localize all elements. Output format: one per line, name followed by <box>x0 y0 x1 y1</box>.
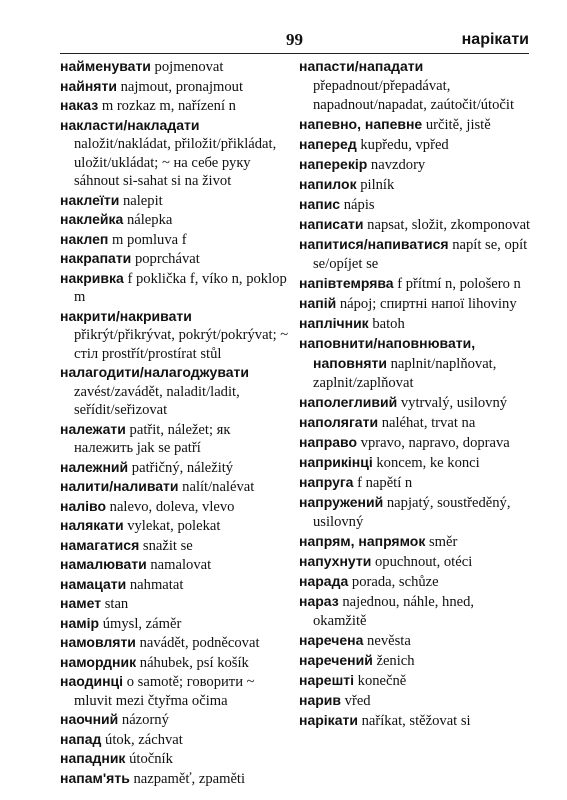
translation: zavést/zavádět, naladit/ladit, seřídit/seřizovat <box>74 383 240 418</box>
translation: navzdory <box>367 157 426 173</box>
translation: nalít/nalévat <box>178 479 255 495</box>
headword: напружений <box>299 494 384 510</box>
headword: нарив <box>299 692 342 708</box>
dictionary-entry <box>299 691 531 711</box>
dictionary-entry <box>299 651 531 671</box>
headword: намагатися <box>60 536 140 553</box>
dictionary-entry <box>299 453 531 473</box>
dictionary-entry <box>299 294 531 314</box>
translation: útočník <box>125 751 173 767</box>
dictionary-entry <box>299 592 531 631</box>
headword: нарада <box>299 573 349 589</box>
dictionary-entry <box>299 115 531 135</box>
translation: nápis <box>340 197 375 213</box>
translation: nalevo, doleva, vlevo <box>106 498 235 515</box>
translation: konečně <box>354 673 407 689</box>
dictionary-entry <box>60 730 292 750</box>
headword: напруга <box>299 474 354 490</box>
headword: намет <box>60 595 102 611</box>
headword: налякати <box>60 517 124 533</box>
headword: наперед <box>299 136 357 152</box>
headword: наочний <box>60 711 119 727</box>
headword: накривка <box>60 269 124 286</box>
headword: належний <box>60 458 129 475</box>
dictionary-entry <box>60 672 292 710</box>
translation: nálepka <box>123 212 173 228</box>
translation: náhubek, psí košík <box>136 654 249 671</box>
translation: naložit/nakládat, přiložit/přikládat, uložit/ukládat; ~ на себе руку sáhnout si-sahat si na život <box>74 136 277 189</box>
headword: наказ <box>60 97 99 113</box>
translation: pilník <box>356 177 395 193</box>
dictionary-entry <box>60 116 292 191</box>
dictionary-entry <box>60 614 292 634</box>
translation: úmysl, záměr <box>99 615 182 632</box>
translation: určitě, jistě <box>422 117 491 133</box>
headword: намордник <box>60 653 137 670</box>
headword: напад <box>60 730 102 747</box>
dictionary-entry <box>60 307 292 364</box>
headword: намацати <box>60 575 127 592</box>
translation: vřed <box>341 693 371 709</box>
translation: poprchávat <box>131 251 200 267</box>
headword: напій <box>299 295 337 311</box>
page-header <box>60 28 529 54</box>
translation: snažit se <box>139 537 193 554</box>
dictionary-entry <box>299 175 531 195</box>
dictionary-entry <box>299 711 531 731</box>
translation: nevěsta <box>363 633 411 649</box>
headword: налагодити/налагоджувати <box>60 364 249 380</box>
translation: opuchnout, otéci <box>371 554 473 570</box>
headword: наклеїти <box>60 191 120 208</box>
translation: m pomluva f <box>108 231 187 248</box>
translation: stan <box>101 596 129 612</box>
translation: porada, schůze <box>348 574 439 590</box>
dictionary-entry <box>299 195 531 215</box>
translation: nazpaměť, zpaměti <box>129 770 246 787</box>
dictionary-entry <box>60 249 292 269</box>
headword: наповнити/наповнювати, наповняти <box>299 335 476 371</box>
headword: наречена <box>299 632 364 648</box>
translation: najmout, pronajmout <box>116 78 243 95</box>
translation: namalovat <box>146 557 212 573</box>
dictionary-entry <box>60 77 292 97</box>
headword: напрям, напрямок <box>299 533 426 549</box>
headword: наречений <box>299 652 373 668</box>
dictionary-entry <box>60 57 292 77</box>
dictionary-entry <box>60 594 292 614</box>
translation: napsat, složit, zkomponovat <box>363 217 531 233</box>
dictionary-entry <box>60 653 292 673</box>
headword: накрапати <box>60 250 132 266</box>
translation: patřičný, náležitý <box>128 459 234 476</box>
headword: направо <box>299 434 358 450</box>
dictionary-entry <box>60 191 292 211</box>
translation: kupředu, vpřed <box>356 137 449 153</box>
translation: přikrýt/přikrývat, pokrýt/pokrývat; ~ стіл prostřít/prostírat stůl <box>74 327 289 362</box>
headword: накрити/накривати <box>60 307 192 324</box>
headword: намір <box>60 614 100 631</box>
headword: наперекір <box>299 156 368 172</box>
headword: нарешті <box>299 672 354 688</box>
translation: f napětí n <box>353 475 413 491</box>
headword: намалювати <box>60 556 147 572</box>
translation: názorný <box>118 712 169 728</box>
headword: нападник <box>60 750 126 766</box>
dictionary-entry <box>299 572 531 592</box>
dictionary-entry <box>60 749 292 769</box>
dictionary-entry <box>60 96 292 116</box>
headword: належати <box>60 420 126 437</box>
translation: vylekat, polekat <box>123 518 221 534</box>
translation: naléhat, trvat na <box>378 415 476 431</box>
translation: nahmatat <box>126 576 184 593</box>
dictionary-entry <box>299 274 531 294</box>
dictionary-entry <box>299 433 531 453</box>
headword: напитися/напиватися <box>299 236 449 252</box>
translation: najednou, náhle, hned, okamžitě <box>313 594 475 629</box>
translation: útok, záchvat <box>101 731 183 748</box>
dictionary-entry <box>299 631 531 651</box>
translation: nalepit <box>119 192 163 209</box>
dictionary-entry <box>299 393 531 413</box>
dictionary-entry <box>60 420 292 458</box>
translation: ženich <box>372 653 415 669</box>
headword: написати <box>299 216 364 232</box>
translation: napít se, opít se/opíjet se <box>313 237 528 272</box>
dictionary-entry <box>299 314 531 334</box>
dictionary-entry <box>60 363 292 420</box>
dictionary-entry <box>60 458 292 478</box>
dictionary-entry <box>299 552 531 572</box>
dictionary-entry <box>60 497 292 517</box>
dictionary-entry <box>60 769 292 789</box>
translation: o samotě; говорити ~ mluvit mezi čtyřma očima <box>74 674 255 709</box>
dictionary-entry <box>299 413 531 433</box>
translation: vytrvalý, usilovný <box>397 395 508 411</box>
headword: напасти/нападати <box>299 58 424 74</box>
dictionary-entry <box>60 633 292 653</box>
translation: napjatý, soustředěný, usilovný <box>313 495 511 530</box>
dictionary-entry <box>60 710 292 730</box>
right-column <box>299 57 531 731</box>
dictionary-entry <box>60 269 292 307</box>
dictionary-entry <box>299 215 531 235</box>
headword: напевно, напевне <box>299 116 423 132</box>
dictionary-entry <box>60 477 292 497</box>
headword: нараз <box>299 593 339 609</box>
dictionary-entry <box>60 516 292 536</box>
dictionary-entry <box>299 235 531 274</box>
translation: patřit, náležet; як належить jak se patří <box>74 421 231 456</box>
headword: напухнути <box>299 553 372 569</box>
headword: наодинці <box>60 673 124 689</box>
headword: найменувати <box>60 58 151 74</box>
header-rule <box>60 53 529 54</box>
dictionary-entry <box>299 671 531 691</box>
dictionary-entry <box>299 155 531 175</box>
dictionary-entry <box>299 473 531 493</box>
dictionary-entry <box>299 135 531 155</box>
translation: f přítmí n, pološero n <box>393 276 521 292</box>
dictionary-entry <box>299 57 531 115</box>
headword: наполегливий <box>299 394 398 410</box>
dictionary-entry <box>299 334 531 393</box>
translation: směr <box>425 534 458 550</box>
headword: напівтемрява <box>299 275 394 291</box>
dictionary-entry <box>60 536 292 556</box>
dictionary-entry <box>60 555 292 575</box>
dictionary-entry <box>60 210 292 230</box>
headword: напис <box>299 196 341 212</box>
headword: найняти <box>60 77 117 94</box>
dictionary-entry <box>60 230 292 250</box>
translation: naplnit/naplňovat, zaplnit/zaplňovat <box>313 356 497 391</box>
headword: наплічник <box>299 315 369 331</box>
translation: přepadnout/přepadávat, napadnout/napadat, zaútočit/útočit <box>313 78 514 113</box>
dictionary-entry <box>299 493 531 532</box>
headword: наприкінці <box>299 454 373 470</box>
translation: f poklička f, víko n, poklop m <box>74 270 287 305</box>
headword: напилок <box>299 176 357 192</box>
headword: напам'ять <box>60 769 130 786</box>
headword: намовляти <box>60 634 136 650</box>
translation: pojmenovat <box>150 59 224 75</box>
headword: наклейка <box>60 211 124 227</box>
dictionary-entry <box>299 532 531 552</box>
headword: нарікати <box>299 712 358 728</box>
dictionary-entry <box>60 575 292 595</box>
left-column <box>60 57 292 788</box>
running-head: нарікати <box>461 31 529 48</box>
translation: batoh <box>368 316 405 332</box>
translation: naříkat, stěžovat si <box>357 713 471 729</box>
headword: наполягати <box>299 414 379 430</box>
headword: наклеп <box>60 230 109 247</box>
headword: накласти/накладати <box>60 116 200 133</box>
translation: navádět, podněcovat <box>135 635 260 651</box>
translation: m rozkaz m, nařízení n <box>98 98 236 114</box>
translation: vpravo, napravo, doprava <box>357 435 510 451</box>
page-number: 99 <box>286 30 303 49</box>
translation: koncem, ke konci <box>372 455 480 471</box>
headword: налити/наливати <box>60 478 179 494</box>
translation: nápoj; спиртні напої lihoviny <box>336 296 517 312</box>
headword: наліво <box>60 497 106 514</box>
